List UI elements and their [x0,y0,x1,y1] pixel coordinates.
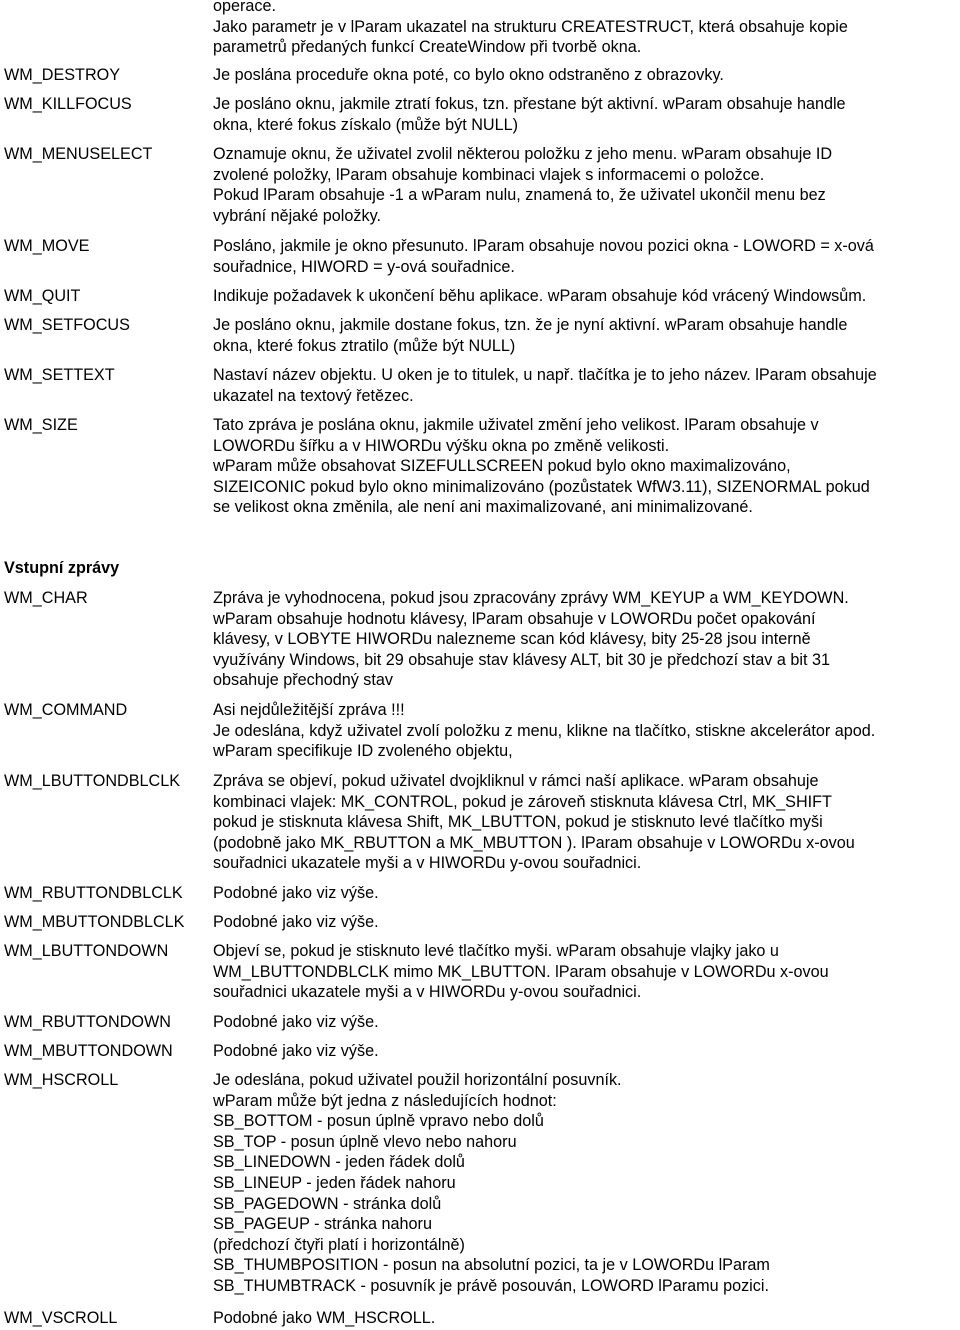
message-description [213,912,958,933]
message-name: WM_RBUTTONDOWN [4,1013,171,1031]
description-line: SB_THUMBTRACK - posuvník je právě posouván, LOWORD lParamu pozici. [213,1276,769,1295]
description-line: okna, které fokus ztratilo (může být NULL) [213,336,516,355]
description-line: Podobné jako viz výše. [213,913,379,931]
description-line: Je posláno oknu, jakmile dostane fokus, tzn. že je nyní aktivní. wParam obsahuje handle [213,316,848,334]
message-name: WM_RBUTTONDBLCLK [4,884,183,902]
description-line: ukazatel na textový řetězec. [213,386,414,405]
message-name: WM_MOVE [4,237,90,255]
message-description [213,588,958,691]
description-line: Pokud lParam obsahuje -1 a wParam nulu, znamená to, že uživatel ukončil menu bez [213,186,826,205]
message-name: WM_KILLFOCUS [4,95,132,113]
description-line: Jako parametr je v lParam ukazatel na strukturu CREATESTRUCT, která obsahuje kopie [213,17,848,36]
description-line: se velikost okna změnila, ale není ani maximalizované, ani minimalizované. [213,498,753,517]
description-line: Objeví se, pokud je stisknuto levé tlačítko myši. wParam obsahuje vlajky jako u [213,942,779,960]
message-name: WM_SETTEXT [4,366,115,384]
description-line: zvolené položky, lParam obsahuje kombinaci vlajek s informacemi o položce. [213,165,765,184]
message-name: WM_MENUSELECT [4,145,153,163]
description-line: souřadnici ukazatele myši a v HIWORDu y-ovou souřadnici. [213,983,642,1002]
message-name: WM_LBUTTONDBLCLK [4,772,180,790]
message-name: WM_MBUTTONDBLCLK [4,913,185,931]
description-line: SB_THUMBPOSITION - posun na absolutní pozici, ta je v LOWORDu lParam [213,1256,770,1275]
description-line: wParam obsahuje hodnotu klávesy, lParam obsahuje v LOWORDu počet opakování [213,609,816,628]
description-line: využívány Windows, bit 29 obsahuje stav klávesy ALT, bit 30 je předchozí stav a bit 31 [213,650,830,669]
message-description [213,415,958,518]
description-line: okna, které fokus získalo (může být NULL) [213,115,518,134]
message-name: WM_COMMAND [4,701,128,719]
description-line: Asi nejdůležitější zpráva !!! [213,701,405,719]
message-description [213,1070,958,1297]
message-description [213,883,958,904]
description-line: vybrání nějaké položky. [213,206,381,225]
message-description [213,144,958,226]
message-description [213,315,958,356]
message-description [213,941,958,1003]
description-line: Oznamuje oknu, že uživatel zvolil některou položku z jeho menu. wParam obsahuje ID [213,145,833,163]
description-line: Zpráva je vyhodnocena, pokud jsou zpracovány zprávy WM_KEYUP a WM_KEYDOWN. [213,589,849,607]
description-line: Podobné jako viz výše. [213,884,379,902]
description-line: kombinaci vlajek: MK_CONTROL, pokud je zároveň stisknuta klávesa Ctrl, MK_SHIFT [213,792,832,811]
message-name: WM_DESTROY [4,66,121,84]
description-line: SIZEICONIC pokud bylo okno minimalizováno (pozůstatek WfW3.11), SIZENORMAL pokud [213,477,870,496]
description-line: WM_LBUTTONDBLCLK mimo MK_LBUTTON. lParam obsahuje v LOWORDu x-ovou [213,962,829,981]
description-line: LOWORDu šířku a v HIWORDu výšku okna po změně velikosti. [213,436,670,455]
message-description [213,1308,958,1329]
section-heading: Vstupní zprávy [4,559,120,577]
description-line: Je odeslána, pokud uživatel použil horizontální posuvník. [213,1071,622,1089]
message-description [213,236,958,277]
description-line: SB_PAGEDOWN - stránka dolů [213,1194,442,1213]
description-line: Nastaví název objektu. U oken je to titulek, u např. tlačítka je to jeho název. lParam obsahuje [213,366,877,384]
description-line: Je posláno oknu, jakmile ztratí fokus, tzn. přestane být aktivní. wParam obsahuje handle [213,95,846,113]
description-line: SB_BOTTOM - posun úplně vpravo nebo dolů [213,1112,544,1131]
message-name: WM_SIZE [4,416,78,434]
message-description [213,286,958,307]
message-name: WM_SETFOCUS [4,316,130,334]
description-line: Podobné jako WM_HSCROLL. [213,1309,436,1327]
description-line: Posláno, jakmile je okno přesunuto. lParam obsahuje novou pozici okna - LOWORD = x-ová [213,237,874,255]
message-description [213,700,958,762]
description-line: wParam specifikuje ID zvoleného objektu, [213,742,513,761]
description-line: SB_TOP - posun úplně vlevo nebo nahoru [213,1132,517,1151]
message-name: WM_VSCROLL [4,1309,118,1327]
description-line: Zpráva se objeví, pokud uživatel dvojkliknul v rámci naší aplikace. wParam obsahuje [213,772,819,790]
message-description [213,65,958,86]
description-line: Tato zpráva je poslána oknu, jakmile uživatel změní jeho velikost. lParam obsahuje v [213,416,819,434]
description-line: pokud je stisknuta klávesa Shift, MK_LBUTTON, pokud je stisknuto levé tlačítko myši [213,813,823,832]
message-name: WM_QUIT [4,287,81,305]
description-line: Je poslána proceduře okna poté, co bylo okno odstraněno z obrazovky. [213,66,724,84]
message-name: WM_HSCROLL [4,1071,119,1089]
description-line: SB_PAGEUP - stránka nahoru [213,1215,432,1234]
message-description [213,771,958,874]
message-description [213,1041,958,1062]
message-name: WM_MBUTTONDOWN [4,1042,173,1060]
description-line: operace. [213,0,276,15]
message-description [213,1012,958,1033]
message-description [213,94,958,135]
message-description [213,0,958,58]
description-line: Je odeslána, když uživatel zvolí položku z menu, klikne na tlačítko, stiskne akcelerátor apod. [213,721,876,740]
description-line: SB_LINEDOWN - jeden řádek dolů [213,1153,465,1172]
description-line: Podobné jako viz výše. [213,1042,379,1060]
message-name: WM_LBUTTONDOWN [4,942,169,960]
description-line: obsahuje přechodný stav [213,671,393,690]
description-line: souřadnici ukazatele myši a v HIWORDu y-ovou souřadnici. [213,854,642,873]
description-line: parametrů předaných funkcí CreateWindow při tvorbě okna. [213,38,642,57]
description-line: wParam může obsahovat SIZEFULLSCREEN pokud bylo okno maximalizováno, [213,457,791,476]
message-name: WM_CHAR [4,589,88,607]
message-description [213,365,958,406]
description-line: klávesy, v LOBYTE HIWORDu nalezneme scan kód klávesy, bity 25-28 jsou interně [213,630,811,649]
description-line: (podobně jako MK_RBUTTON a MK_MBUTTON ). lParam obsahuje v LOWORDu x-ovou [213,833,855,852]
description-line: Indikuje požadavek k ukončení běhu aplikace. wParam obsahuje kód vrácený Windowsům. [213,287,867,305]
description-line: Podobné jako viz výše. [213,1013,379,1031]
description-line: SB_LINEUP - jeden řádek nahoru [213,1173,456,1192]
description-line: wParam může být jedna z následujících hodnot: [213,1091,557,1110]
description-line: (předchozí čtyři platí i horizontálně) [213,1235,465,1254]
description-line: souřadnice, HIWORD = y-ová souřadnice. [213,257,515,276]
